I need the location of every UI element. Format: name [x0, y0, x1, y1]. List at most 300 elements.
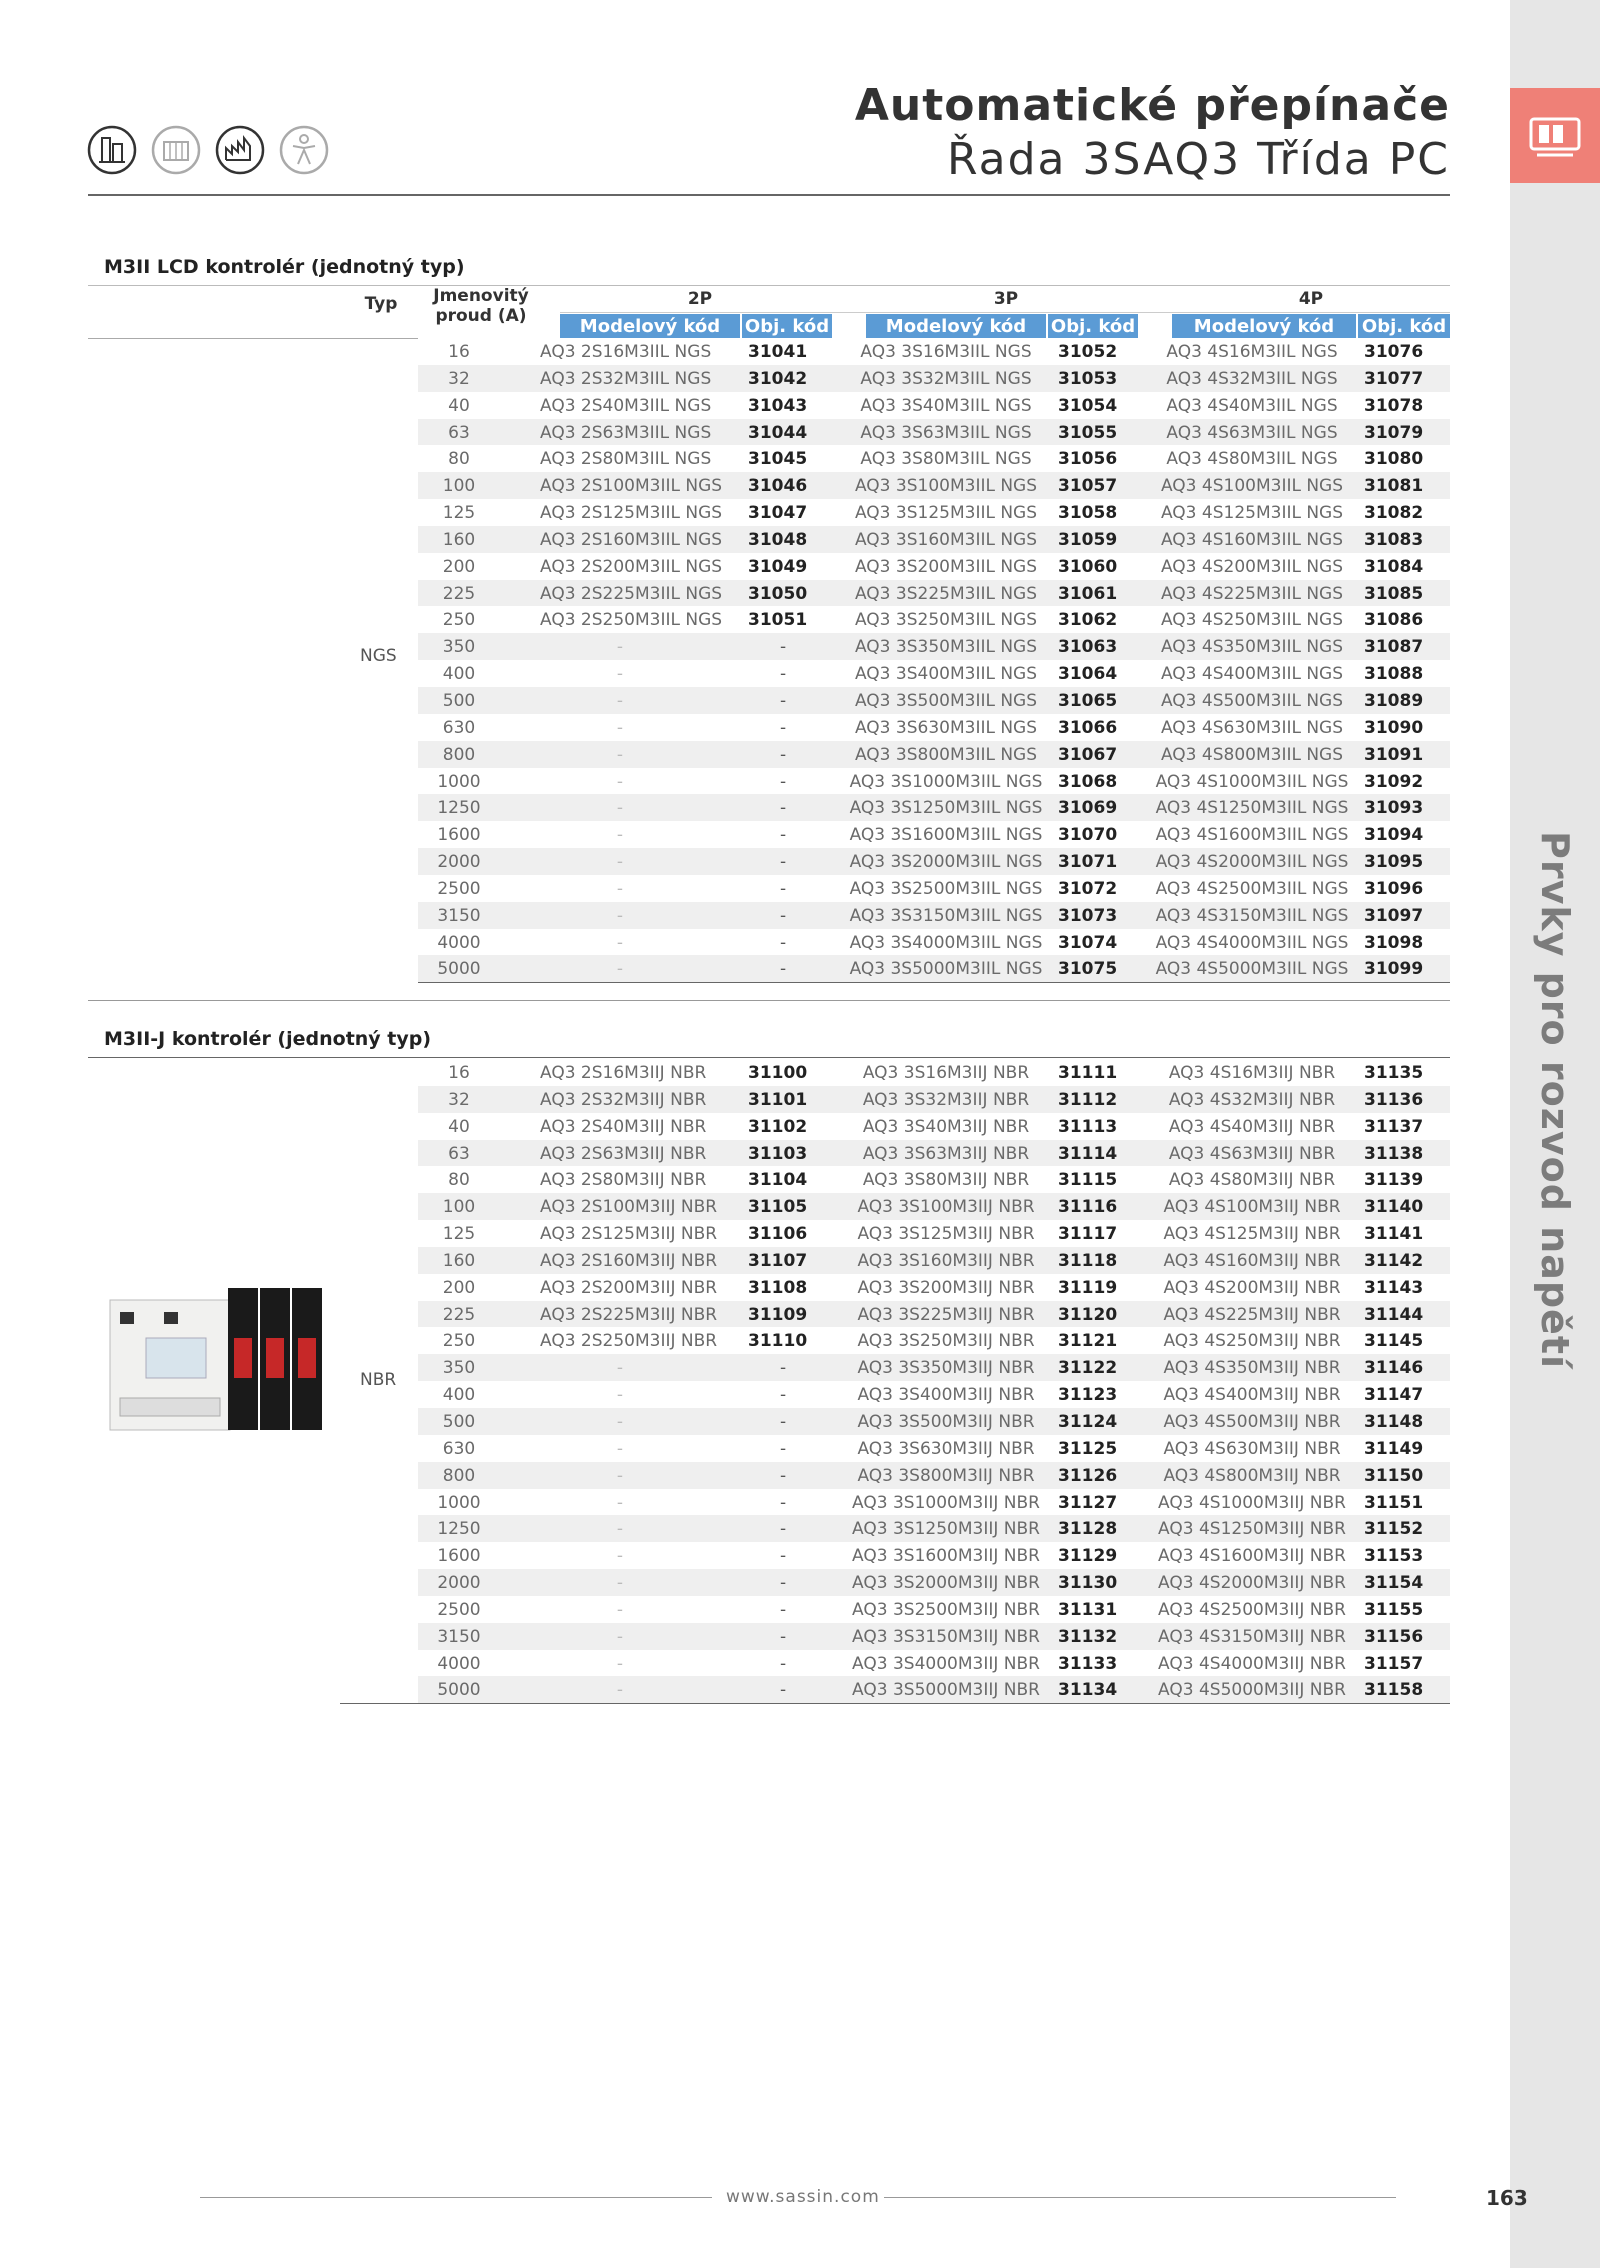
table-row	[418, 1327, 1450, 1354]
cell-m2: -	[616, 878, 624, 899]
cell-m3: AQ3 3S1000M3IIL NGS	[849, 771, 1043, 792]
cell-m4: AQ3 4S80M3IIJ NBR	[1168, 1170, 1336, 1191]
cell-m3: AQ3 3S80M3IIJ NBR	[862, 1170, 1030, 1191]
cell-k2: 31051	[748, 610, 808, 631]
cell-k3: 31055	[1058, 422, 1118, 443]
table-row	[418, 1542, 1450, 1569]
col-3p-model: Modelový kód	[866, 314, 1046, 338]
cell-k3: 31057	[1058, 476, 1118, 497]
cell-k3: 31118	[1058, 1250, 1118, 1271]
typ-col-rule	[88, 338, 418, 339]
cell-a: 125	[442, 503, 476, 524]
cell-k4: 31151	[1364, 1492, 1424, 1513]
cell-m4: AQ3 4S160M3IIJ NBR	[1163, 1250, 1341, 1271]
cell-m2: -	[616, 1385, 624, 1406]
section1-type: NGS	[360, 646, 397, 666]
section2-title: M3II-J kontrolér (jednotný typ)	[104, 1028, 432, 1050]
cell-m3: AQ3 3S500M3IIL NGS	[854, 690, 1038, 711]
cell-m4: AQ3 4S3150M3IIL NGS	[1155, 905, 1349, 926]
cell-k2: -	[780, 1546, 787, 1567]
cell-k4: 31096	[1364, 878, 1424, 899]
cell-k4: 31088	[1364, 664, 1424, 685]
cell-a: 2000	[437, 1573, 481, 1594]
cell-k3: 31117	[1058, 1224, 1118, 1245]
cell-a: 225	[442, 583, 476, 604]
cell-k3: 31125	[1058, 1438, 1118, 1459]
cell-k2: -	[780, 798, 787, 819]
cell-m3: AQ3 3S800M3IIJ NBR	[857, 1465, 1035, 1486]
cell-m2: AQ3 2S225M3IIJ NBR	[540, 1304, 718, 1325]
cell-k4: 31147	[1364, 1385, 1424, 1406]
cell-k2: -	[780, 1599, 787, 1620]
table-row	[418, 1489, 1450, 1516]
cell-m2: -	[616, 1573, 624, 1594]
cell-k4: 31086	[1364, 610, 1424, 631]
cell-k4: 31137	[1364, 1116, 1424, 1137]
cell-m2: AQ3 2S160M3IIJ NBR	[540, 1250, 718, 1271]
table-row	[418, 875, 1450, 902]
section1-table	[418, 338, 1450, 982]
table-row	[418, 1408, 1450, 1435]
cell-m2: -	[616, 717, 624, 738]
section1-top-rule	[88, 285, 1450, 286]
cell-m2: -	[616, 1653, 624, 1674]
cell-a: 160	[442, 1250, 476, 1271]
header-divider	[88, 194, 1450, 196]
cell-k2: 31102	[748, 1116, 808, 1137]
cell-k4: 31078	[1364, 395, 1424, 416]
footer-url: www.sassin.com	[726, 2187, 880, 2207]
cell-k2: 31047	[748, 503, 808, 524]
cell-k2: 31050	[748, 583, 808, 604]
cell-m3: AQ3 3S225M3IIJ NBR	[857, 1304, 1035, 1325]
cell-m2: -	[616, 744, 624, 765]
cell-m3: AQ3 3S5000M3IIL NGS	[849, 959, 1043, 980]
cell-m4: AQ3 4S100M3IIL NGS	[1160, 476, 1344, 497]
breaker-poles	[228, 1288, 322, 1430]
table-row	[418, 1301, 1450, 1328]
cell-k4: 31135	[1364, 1063, 1424, 1083]
cell-k4: 31097	[1364, 905, 1424, 926]
cell-k2: 31041	[748, 342, 808, 362]
cell-k2: -	[780, 932, 787, 953]
cell-m3: AQ3 3S500M3IIJ NBR	[857, 1411, 1035, 1432]
cell-a: 40	[448, 395, 470, 416]
cell-k2: 31101	[748, 1089, 808, 1110]
cell-a: 350	[442, 1358, 476, 1379]
cell-k3: 31132	[1058, 1626, 1118, 1647]
cell-k4: 31138	[1364, 1143, 1424, 1164]
cell-k2: 31100	[748, 1063, 808, 1083]
table-row	[418, 1166, 1450, 1193]
cell-k4: 31153	[1364, 1546, 1424, 1567]
cell-m3: AQ3 3S63M3IIL NGS	[860, 422, 1032, 443]
cell-k4: 31141	[1364, 1224, 1424, 1245]
cell-k4: 31076	[1364, 342, 1424, 362]
cell-m3: AQ3 3S2500M3IIJ NBR	[852, 1599, 1040, 1620]
cell-k3: 31122	[1058, 1358, 1118, 1379]
cell-k3: 31112	[1058, 1089, 1118, 1110]
cell-m4: AQ3 4S2500M3IIJ NBR	[1158, 1599, 1346, 1620]
cell-m2: AQ3 2S125M3IIL NGS	[540, 503, 723, 524]
cell-k4: 31093	[1364, 798, 1424, 819]
cell-k2: -	[780, 771, 787, 792]
cell-a: 1600	[437, 825, 481, 846]
cell-k3: 31054	[1058, 395, 1118, 416]
cell-k3: 31070	[1058, 825, 1118, 846]
cell-k2: -	[780, 1653, 787, 1674]
cell-k2: -	[780, 690, 787, 711]
section2-bottom-rule	[340, 1703, 1450, 1704]
cell-a: 4000	[437, 1653, 481, 1674]
cell-k3: 31059	[1058, 529, 1118, 550]
cell-a: 350	[442, 637, 476, 658]
table-row	[418, 955, 1450, 982]
table-row	[418, 1274, 1450, 1301]
cell-m2: AQ3 2S200M3IIJ NBR	[540, 1277, 718, 1298]
cell-k4: 31082	[1364, 503, 1424, 524]
cell-m4: AQ3 4S1250M3IIL NGS	[1155, 798, 1349, 819]
building-icon	[86, 124, 138, 176]
cell-k2: -	[780, 852, 787, 873]
cell-k3: 31068	[1058, 771, 1118, 792]
table-row	[418, 741, 1450, 768]
cell-m3: AQ3 3S350M3IIJ NBR	[857, 1358, 1035, 1379]
col-2p: 2P	[687, 289, 713, 309]
cell-k2: -	[780, 637, 787, 658]
col-2p-model: Modelový kód	[560, 314, 740, 338]
cell-k4: 31158	[1364, 1680, 1424, 1701]
cell-m2: AQ3 2S16M3IIL NGS	[540, 342, 712, 362]
cell-m4: AQ3 4S32M3IIJ NBR	[1168, 1089, 1336, 1110]
cell-a: 5000	[437, 959, 481, 980]
table-row	[418, 1140, 1450, 1167]
cell-m3: AQ3 3S100M3IIJ NBR	[857, 1197, 1035, 1218]
cell-m4: AQ3 4S2500M3IIL NGS	[1155, 878, 1349, 899]
switch-icon	[1527, 113, 1583, 159]
cell-m2: AQ3 2S63M3IIJ NBR	[540, 1143, 707, 1164]
cell-m3: AQ3 3S225M3IIL NGS	[854, 583, 1038, 604]
cell-m4: AQ3 4S1000M3IIJ NBR	[1158, 1492, 1346, 1513]
page-title: Automatické přepínače	[854, 80, 1450, 131]
cell-m3: AQ3 3S40M3IIJ NBR	[862, 1116, 1030, 1137]
cell-k2: -	[780, 1465, 787, 1486]
cell-m3: AQ3 3S250M3IIJ NBR	[857, 1331, 1035, 1352]
cell-m2: -	[616, 1626, 624, 1647]
cell-m4: AQ3 4S5000M3IIJ NBR	[1158, 1680, 1346, 1701]
cell-k3: 31133	[1058, 1653, 1118, 1674]
cell-m4: AQ3 4S63M3IIJ NBR	[1168, 1143, 1336, 1164]
table-row	[418, 768, 1450, 795]
col-4p: 4P	[1298, 289, 1324, 309]
cell-m4: AQ3 4S250M3IIJ NBR	[1163, 1331, 1341, 1352]
cell-m2: -	[616, 1519, 624, 1540]
cell-m4: AQ3 4S200M3IIJ NBR	[1163, 1277, 1341, 1298]
cell-k3: 31060	[1058, 556, 1118, 577]
cell-m2: -	[616, 771, 624, 792]
cell-k3: 31113	[1058, 1116, 1118, 1137]
cell-k4: 31085	[1364, 583, 1424, 604]
cell-m3: AQ3 3S1600M3IIL NGS	[849, 825, 1043, 846]
table-row	[418, 1596, 1450, 1623]
cell-m2: -	[616, 1438, 624, 1459]
cell-m3: AQ3 3S4000M3IIL NGS	[849, 932, 1043, 953]
cell-m3: AQ3 3S350M3IIL NGS	[854, 637, 1038, 658]
cell-m4: AQ3 4S630M3IIL NGS	[1160, 717, 1344, 738]
table-row	[418, 419, 1450, 446]
cell-k2: -	[780, 1438, 787, 1459]
header-sub-rule	[560, 312, 1450, 313]
cell-k3: 31129	[1058, 1546, 1118, 1567]
page-subtitle: Řada 3SAQ3 Třída PC	[947, 134, 1450, 185]
table-row	[418, 1650, 1450, 1677]
cell-m4: AQ3 4S500M3IIL NGS	[1160, 690, 1344, 711]
cell-m4: AQ3 4S800M3IIJ NBR	[1163, 1465, 1341, 1486]
cell-m3: AQ3 3S5000M3IIJ NBR	[852, 1680, 1040, 1701]
col-3p-order: Obj. kód	[1048, 314, 1138, 338]
factory-icon	[150, 124, 202, 176]
cell-k4: 31080	[1364, 449, 1424, 470]
cell-k4: 31081	[1364, 476, 1424, 497]
table-row	[418, 526, 1450, 553]
section2-table	[418, 1059, 1450, 1703]
cell-a: 4000	[437, 932, 481, 953]
cell-m3: AQ3 3S400M3IIJ NBR	[857, 1385, 1035, 1406]
cell-m2: AQ3 2S16M3IIJ NBR	[540, 1063, 707, 1083]
cell-k3: 31127	[1058, 1492, 1118, 1513]
cell-m3: AQ3 3S630M3IIL NGS	[854, 717, 1038, 738]
table-row	[418, 1435, 1450, 1462]
cell-m4: AQ3 4S4000M3IIJ NBR	[1158, 1653, 1346, 1674]
cell-m3: AQ3 3S32M3IIL NGS	[860, 368, 1032, 389]
cell-k2: 31049	[748, 556, 808, 577]
cell-m2: -	[616, 1546, 624, 1567]
cell-k4: 31098	[1364, 932, 1424, 953]
cell-m4: AQ3 4S63M3IIL NGS	[1166, 422, 1338, 443]
cell-k3: 31069	[1058, 798, 1118, 819]
cell-m3: AQ3 3S250M3IIL NGS	[854, 610, 1038, 631]
cell-m3: AQ3 3S100M3IIL NGS	[854, 476, 1038, 497]
cell-k3: 31058	[1058, 503, 1118, 524]
table-row	[418, 821, 1450, 848]
cell-k4: 31142	[1364, 1250, 1424, 1271]
cell-k4: 31148	[1364, 1411, 1424, 1432]
cell-a: 400	[442, 1385, 476, 1406]
col-rated-current: Jmenovitý proud (A)	[433, 286, 529, 326]
cell-a: 200	[442, 1277, 476, 1298]
table-row	[418, 499, 1450, 526]
cell-k4: 31099	[1364, 959, 1424, 980]
cell-m2: AQ3 2S100M3IIJ NBR	[540, 1197, 718, 1218]
footer-line-left	[200, 2197, 712, 2198]
table-row	[418, 687, 1450, 714]
cell-k2: 31043	[748, 395, 808, 416]
cell-m4: AQ3 4S630M3IIJ NBR	[1163, 1438, 1341, 1459]
cell-m3: AQ3 3S2500M3IIL NGS	[849, 878, 1043, 899]
table-row	[418, 338, 1450, 365]
cell-k3: 31075	[1058, 959, 1118, 980]
table-row	[418, 1569, 1450, 1596]
table-row	[418, 714, 1450, 741]
cell-m4: AQ3 4S2000M3IIJ NBR	[1158, 1573, 1346, 1594]
cell-a: 1600	[437, 1546, 481, 1567]
cell-m3: AQ3 3S1250M3IIJ NBR	[852, 1519, 1040, 1540]
cell-k4: 31091	[1364, 744, 1424, 765]
cell-m2: -	[616, 1465, 624, 1486]
cell-m2: AQ3 2S225M3IIL NGS	[540, 583, 723, 604]
cell-m3: AQ3 3S1000M3IIJ NBR	[852, 1492, 1040, 1513]
cell-k3: 31130	[1058, 1573, 1118, 1594]
cell-m4: AQ3 4S200M3IIL NGS	[1160, 556, 1344, 577]
table-row	[418, 1354, 1450, 1381]
cell-m3: AQ3 3S125M3IIL NGS	[854, 503, 1038, 524]
cell-m3: AQ3 3S16M3IIJ NBR	[862, 1063, 1030, 1083]
cell-k2: 31044	[748, 422, 808, 443]
cell-a: 2000	[437, 852, 481, 873]
cell-m4: AQ3 4S4000M3IIL NGS	[1155, 932, 1349, 953]
table-row	[418, 1059, 1450, 1086]
cell-a: 630	[442, 1438, 476, 1459]
cell-a: 1250	[437, 1519, 481, 1540]
cell-m4: AQ3 4S16M3IIJ NBR	[1168, 1063, 1336, 1083]
cell-m2: -	[616, 1492, 624, 1513]
cell-k3: 31063	[1058, 637, 1118, 658]
cell-a: 800	[442, 1465, 476, 1486]
cell-k3: 31065	[1058, 690, 1118, 711]
cell-k3: 31061	[1058, 583, 1118, 604]
cell-m2: AQ3 2S250M3IIJ NBR	[540, 1331, 718, 1352]
table-row	[418, 606, 1450, 633]
cell-m2: -	[616, 852, 624, 873]
cell-m3: AQ3 3S3150M3IIJ NBR	[852, 1626, 1040, 1647]
cell-k2: -	[780, 825, 787, 846]
cell-a: 250	[442, 1331, 476, 1352]
section-separator	[88, 1000, 1450, 1001]
cell-k4: 31149	[1364, 1438, 1424, 1459]
cell-a: 125	[442, 1224, 476, 1245]
table-row	[418, 1247, 1450, 1274]
cell-m2: AQ3 2S32M3IIL NGS	[540, 368, 712, 389]
cell-k2: -	[780, 664, 787, 685]
cell-m3: AQ3 3S400M3IIL NGS	[854, 664, 1038, 685]
cell-m3: AQ3 3S200M3IIJ NBR	[857, 1277, 1035, 1298]
cell-k2: -	[780, 1492, 787, 1513]
cell-a: 16	[448, 1063, 470, 1083]
cell-k2: 31104	[748, 1170, 808, 1191]
table-row	[418, 1515, 1450, 1542]
cell-m4: AQ3 4S80M3IIL NGS	[1166, 449, 1338, 470]
cell-k3: 31111	[1058, 1063, 1118, 1083]
sidebar-label: Prvky pro rozvod napětí	[1533, 830, 1577, 1370]
table-row	[418, 365, 1450, 392]
cell-k3: 31066	[1058, 717, 1118, 738]
cell-k2: -	[780, 1358, 787, 1379]
cell-k2: 31045	[748, 449, 808, 470]
cell-m4: AQ3 4S350M3IIJ NBR	[1163, 1358, 1341, 1379]
section1-title: M3II LCD kontrolér (jednotný typ)	[104, 256, 465, 278]
table-row	[418, 929, 1450, 956]
cell-m4: AQ3 4S125M3IIL NGS	[1160, 503, 1344, 524]
cell-m2: -	[616, 690, 624, 711]
cell-m2: AQ3 2S40M3IIL NGS	[540, 395, 712, 416]
cell-k3: 31120	[1058, 1304, 1118, 1325]
cell-m4: AQ3 4S1600M3IIL NGS	[1155, 825, 1349, 846]
cell-k3: 31123	[1058, 1385, 1118, 1406]
cell-a: 5000	[437, 1680, 481, 1701]
cell-k3: 31126	[1058, 1465, 1118, 1486]
cell-k4: 31089	[1364, 690, 1424, 711]
cell-k4: 31152	[1364, 1519, 1424, 1540]
table-row	[418, 1462, 1450, 1489]
cell-k2: 31042	[748, 368, 808, 389]
table-row	[418, 794, 1450, 821]
cell-a: 100	[442, 1197, 476, 1218]
cell-a: 80	[448, 1170, 470, 1191]
table-row	[418, 660, 1450, 687]
cell-k2: 31103	[748, 1143, 808, 1164]
table-row	[418, 848, 1450, 875]
table-row	[418, 445, 1450, 472]
table-row	[418, 392, 1450, 419]
cell-k2: 31108	[748, 1277, 808, 1298]
cell-k2: 31106	[748, 1224, 808, 1245]
cell-k2: -	[780, 905, 787, 926]
table-row	[418, 1193, 1450, 1220]
cell-m4: AQ3 4S40M3IIJ NBR	[1168, 1116, 1336, 1137]
cell-m2: AQ3 2S125M3IIJ NBR	[540, 1224, 718, 1245]
section1-bottom-rule	[418, 982, 1450, 983]
category-icons	[86, 124, 330, 176]
cell-k3: 31114	[1058, 1143, 1118, 1164]
cell-m3: AQ3 3S4000M3IIJ NBR	[852, 1653, 1040, 1674]
cell-k2: -	[780, 1519, 787, 1540]
cell-m3: AQ3 3S2000M3IIJ NBR	[852, 1573, 1040, 1594]
cell-k3: 31062	[1058, 610, 1118, 631]
cell-k4: 31144	[1364, 1304, 1424, 1325]
cell-k4: 31139	[1364, 1170, 1424, 1191]
cell-m2: AQ3 2S40M3IIJ NBR	[540, 1116, 707, 1137]
cell-m2: -	[616, 825, 624, 846]
cell-a: 32	[448, 368, 470, 389]
cell-k3: 31067	[1058, 744, 1118, 765]
cell-a: 63	[448, 1143, 470, 1164]
cell-k2: -	[780, 1573, 787, 1594]
cell-m2: -	[616, 932, 624, 953]
cell-a: 2500	[437, 1599, 481, 1620]
cell-k2: -	[780, 878, 787, 899]
cell-m2: AQ3 2S250M3IIL NGS	[540, 610, 723, 631]
cell-m4: AQ3 4S800M3IIL NGS	[1160, 744, 1344, 765]
cell-m3: AQ3 3S1600M3IIJ NBR	[852, 1546, 1040, 1567]
cell-k3: 31064	[1058, 664, 1118, 685]
cell-a: 225	[442, 1304, 476, 1325]
cell-a: 1250	[437, 798, 481, 819]
cell-k4: 31157	[1364, 1653, 1424, 1674]
table-row	[418, 580, 1450, 607]
cell-k4: 31140	[1364, 1197, 1424, 1218]
cell-m2: -	[616, 798, 624, 819]
cell-m2: -	[616, 664, 624, 685]
cell-m4: AQ3 4S32M3IIL NGS	[1166, 368, 1338, 389]
cell-k2: -	[780, 744, 787, 765]
cell-m4: AQ3 4S16M3IIL NGS	[1166, 342, 1338, 362]
cell-m4: AQ3 4S160M3IIL NGS	[1160, 529, 1344, 550]
cell-m2: -	[616, 1411, 624, 1432]
cell-m2: AQ3 2S80M3IIL NGS	[540, 449, 712, 470]
cell-m2: AQ3 2S200M3IIL NGS	[540, 556, 723, 577]
col-3p: 3P	[993, 289, 1019, 309]
cell-a: 200	[442, 556, 476, 577]
